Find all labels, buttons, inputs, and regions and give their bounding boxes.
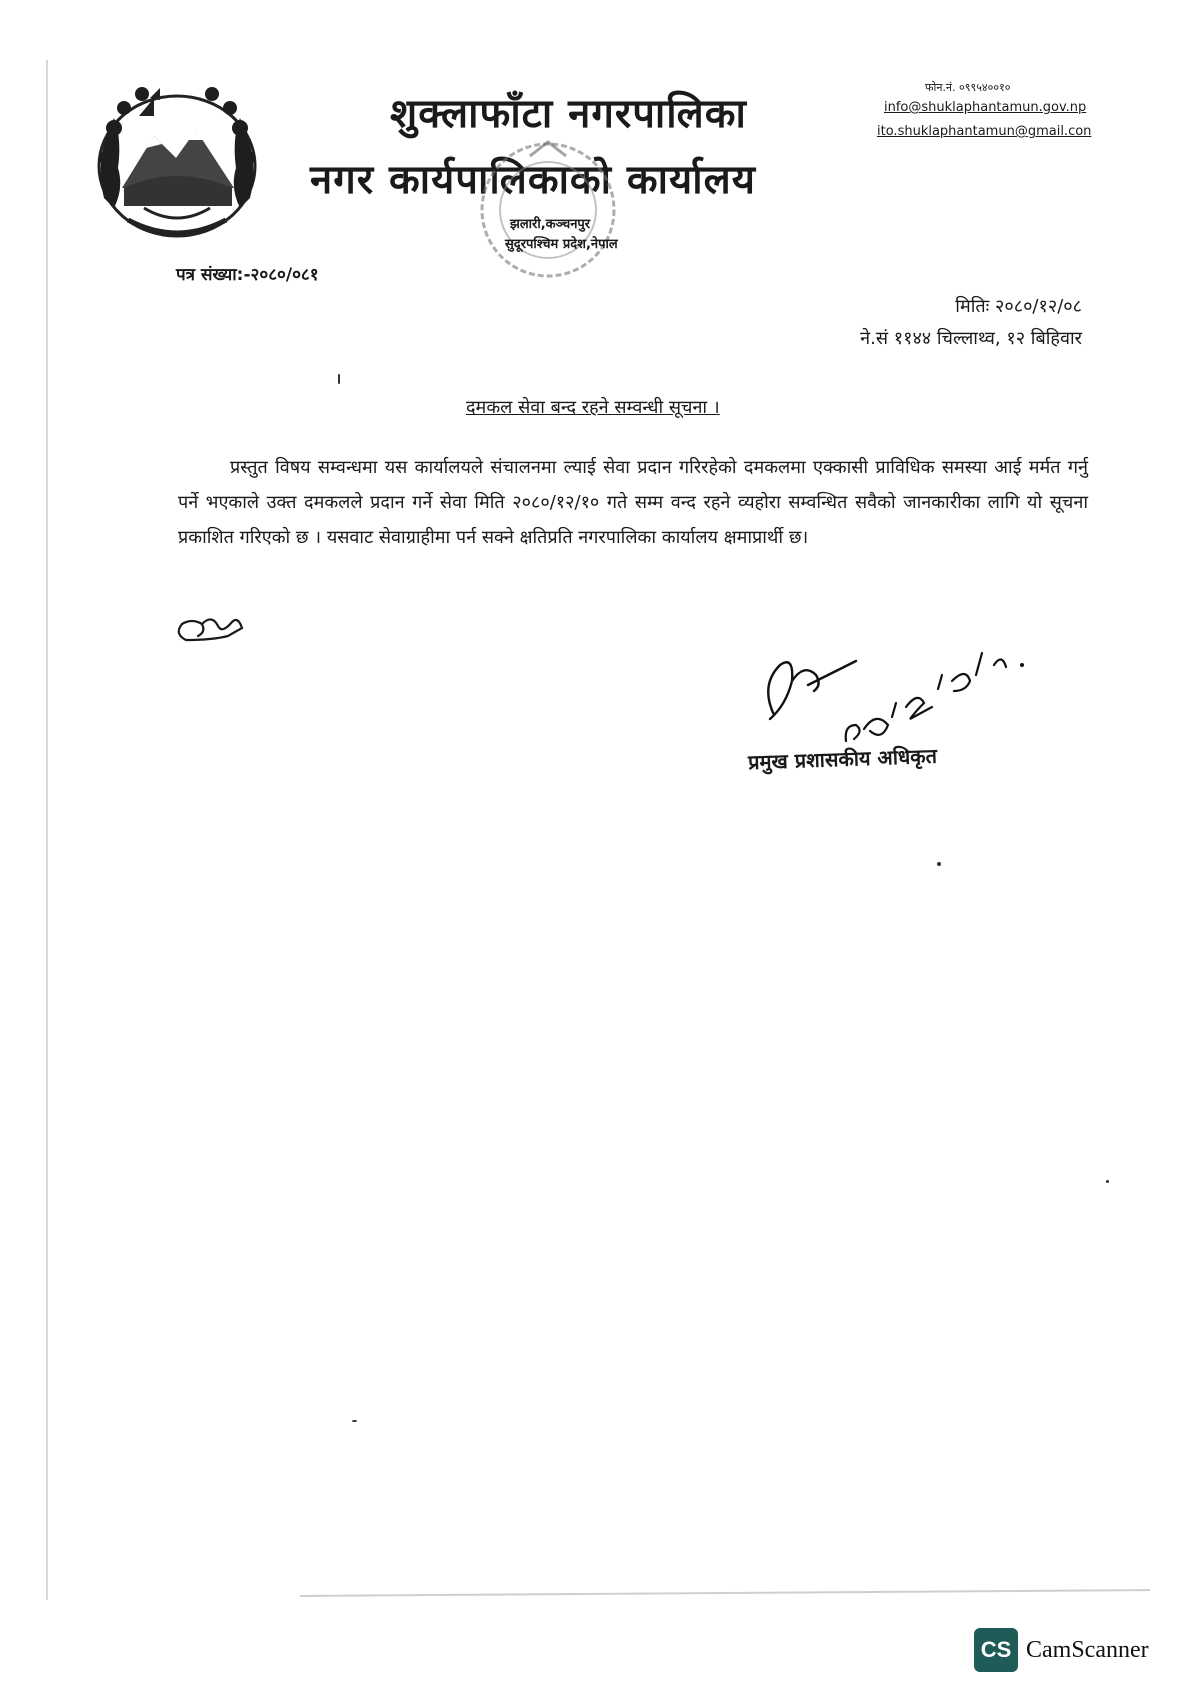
contact-email[interactable]: info@shuklaphantamun.gov.np [884, 100, 1087, 115]
scan-edge-bottom [300, 1589, 1150, 1597]
handwritten-signature-icon [756, 645, 1036, 755]
office-title: नगर कार्यपालिकाको कार्यालय [310, 157, 756, 203]
camscanner-logo-icon: CS [974, 1628, 1018, 1672]
contact-phone: फोन.नं. ०९९५४००१० [925, 81, 1011, 94]
scan-speck [1106, 1180, 1109, 1183]
reference-number: पत्र संख्या:-२०८०/०८१ [176, 265, 319, 285]
camscanner-watermark [974, 1628, 1149, 1672]
contact-email-it[interactable]: ito.shuklaphantamun@gmail.con [877, 124, 1092, 139]
scan-speck [937, 862, 941, 866]
nepal-emblem-icon [84, 78, 270, 248]
municipality-title: शुक्लाफाँटा नगरपालिका [390, 91, 747, 137]
date-ns: ने.सं ११४४ चिल्लाथ्व, १२ बिहिवार [860, 328, 1082, 349]
camscanner-label: CamScanner [1026, 1636, 1149, 1663]
address-line-2: सुदूरपश्चिम प्रदेश,नेपाल [505, 237, 618, 252]
handwritten-initials-icon [172, 610, 252, 650]
scan-speck [352, 1420, 357, 1422]
signatory-designation: प्रमुख प्रशासकीय अधिकृत [747, 743, 938, 775]
scan-edge-left [46, 60, 48, 1600]
date-bs: मितिः २०८०/१२/०८ [955, 296, 1082, 317]
letter-subject: दमकल सेवा बन्द रहने सम्वन्धी सूचना । [466, 397, 720, 418]
address-line-1: झलारी,कञ्चनपुर [510, 217, 591, 232]
letter-body: प्रस्तुत विषय सम्वन्धमा यस कार्यालयले संचालनमा ल्याई सेवा प्रदान गरिरहेको दमकलमा एक्कासी प्राविधिक समस्या आई मर्मत गर्नु पर्ने भएकाले उक्त दमकलले प्रदान गर्ने सेवा मिति २०८०/१२/१० गते सम्म वन्द रहने व्यहोरा सम्वन्धित सवैको जानकारीका लागि यो सूचना प्रकाशित गरिएको छ । यसवाट सेवाग्राहीमा पर्न सक्ने क्षतिप्रति नगरपालिका कार्यालय क्षमाप्रार्थी छ। [178, 457, 1088, 548]
scan-speck [338, 374, 340, 384]
